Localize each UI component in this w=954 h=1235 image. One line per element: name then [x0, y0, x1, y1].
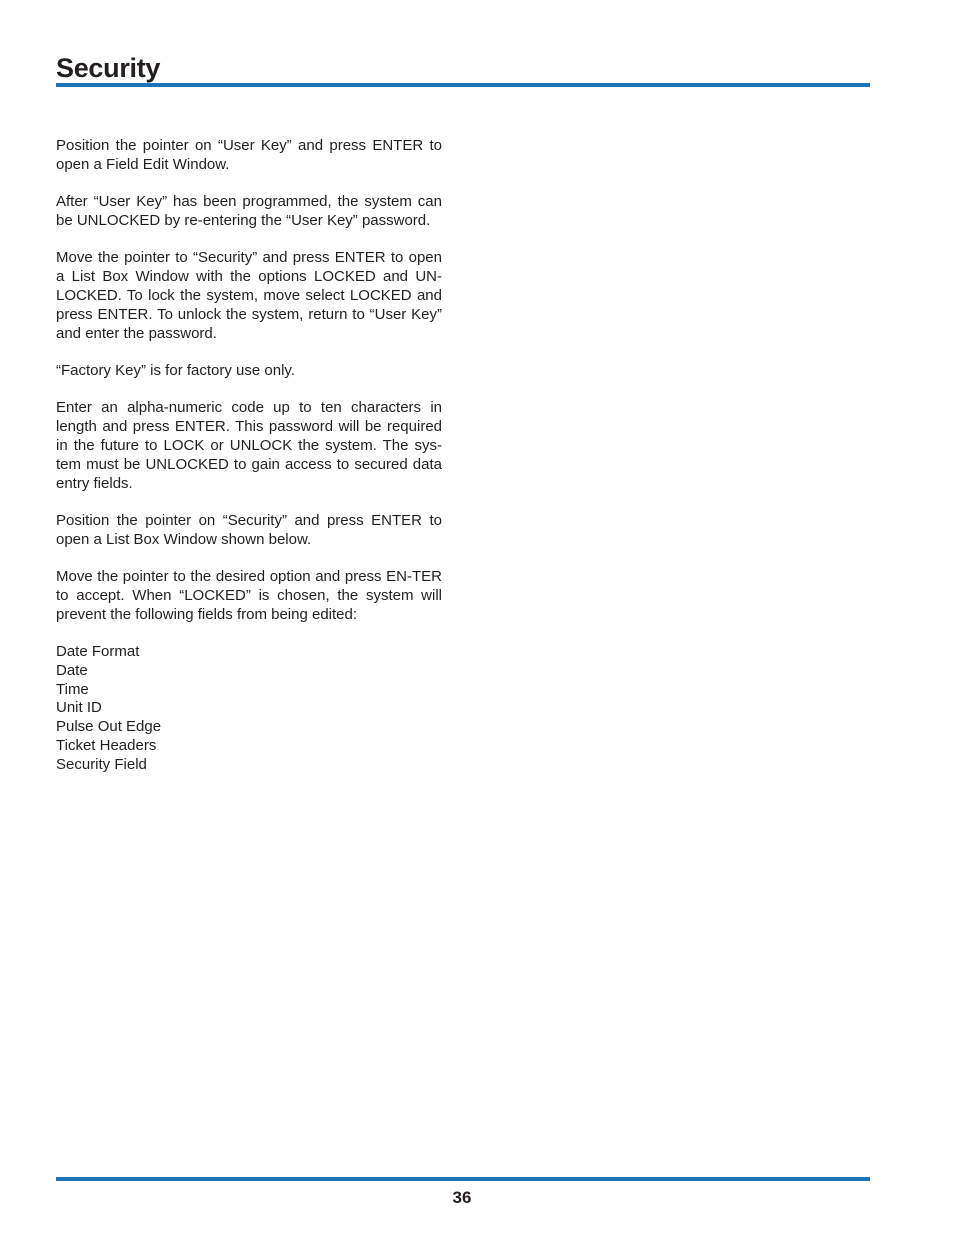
header-rule [56, 83, 870, 87]
footer-rule [56, 1177, 870, 1181]
paragraph-factory-key: “Factory Key” is for factory use only. [56, 361, 295, 379]
list-item: Date Format [56, 643, 140, 661]
list-item: Date [56, 661, 88, 679]
list-item: Time [56, 680, 89, 698]
locked-fields-list [56, 643, 442, 775]
paragraph-user-key: Position the pointer on “User Key” and press ENTER to open a Field Edit Window. [56, 137, 442, 173]
page-title: Security [56, 53, 161, 83]
paragraph-unlock: After “User Key” has been programmed, the system can be UNLOCKED by re-entering the “User Key” password. [56, 193, 442, 229]
paragraph-locked-fields-intro: Move the pointer to the desired option and press EN-TER to accept. When “LOCKED” is chosen, the system will prevent the following fields from being edited: [56, 568, 442, 623]
body-content [56, 137, 442, 775]
list-item: Ticket Headers [56, 737, 157, 755]
list-item: Pulse Out Edge [56, 718, 162, 736]
page-number: 36 [452, 1188, 472, 1207]
list-item: Security Field [56, 755, 147, 773]
paragraph-list-box: Position the pointer on “Security” and press ENTER to open a List Box Window shown below. [56, 511, 442, 548]
list-item: Unit ID [56, 699, 102, 717]
paragraph-password-entry: Enter an alpha-numeric code up to ten characters in length and press ENTER. This password will be required in the future to LOCK or UNLOCK the system. The sys-tem must be UNLOCKED to gain access to secured data entry fields. [56, 399, 442, 492]
paragraph-security-options: Move the pointer to “Security” and press ENTER to open a List Box Window with the options LOCKED and UN-LOCKED. To lock the system, move select LOCKED and press ENTER. To unlock the system, return to “User Key” and enter the password. [56, 249, 442, 342]
